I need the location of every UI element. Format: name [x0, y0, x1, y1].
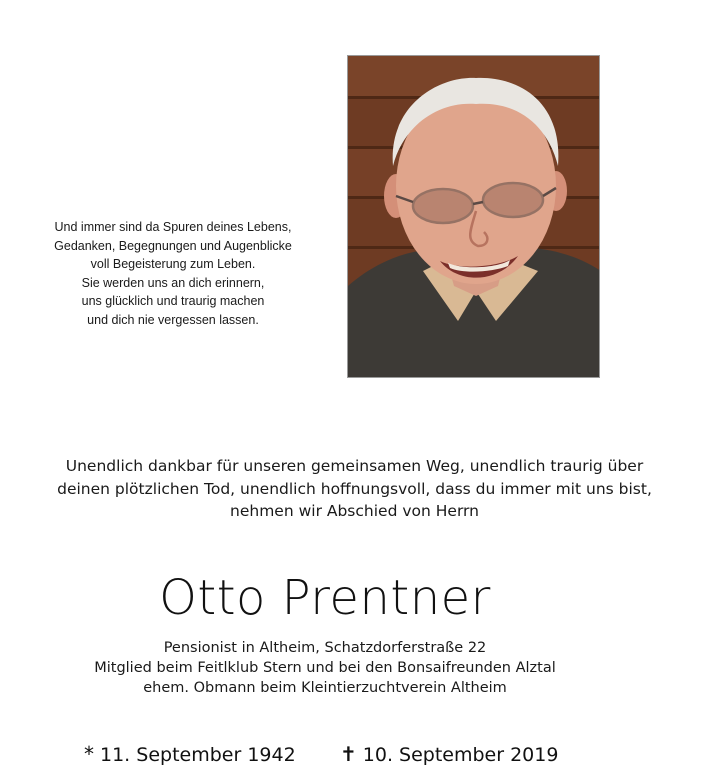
farewell-text — [0, 455, 709, 523]
poem-line: Gedanken, Begegnungen und Augenblicke — [54, 238, 292, 253]
portrait-illustration — [348, 56, 600, 378]
poem-line: und dich nie vergessen lassen. — [87, 312, 259, 327]
birth-date — [84, 742, 296, 766]
poem-verse — [18, 218, 328, 329]
deceased-name: Otto Prentner — [159, 570, 491, 626]
death-date-text: 10. September 2019 — [362, 744, 559, 766]
life-dates — [0, 738, 709, 772]
portrait-photo — [347, 55, 600, 378]
poem-line: Sie werden uns an dich erinnern, — [81, 275, 265, 290]
poem-line: voll Begeisterung zum Leben. — [90, 257, 256, 271]
farewell-line: deinen plötzlichen Tod, unendlich hoffnungsvoll, dass du immer mit uns bist, — [57, 479, 652, 498]
birth-star-icon: * — [84, 742, 94, 766]
farewell-line: nehmen wir Abschied von Herrn — [230, 502, 479, 520]
poem-line: Und immer sind da Spuren deines Lebens, — [54, 220, 292, 234]
deceased-details — [0, 638, 650, 698]
poem-line: uns glücklich und traurig machen — [81, 294, 265, 308]
detail-line: Mitglied beim Feitlklub Stern und bei den Bonsaifreunden Alztal — [94, 660, 556, 676]
farewell-line: Unendlich dankbar für unseren gemeinsamen Weg, unendlich traurig über — [65, 457, 644, 475]
death-cross-icon: ✝ — [340, 742, 357, 766]
detail-line: ehem. Obmann beim Kleintierzuchtverein Altheim — [143, 680, 507, 696]
death-date — [340, 742, 558, 766]
birth-date-text: 11. September 1942 — [100, 744, 296, 766]
detail-line: Pensionist in Altheim, Schatzdorferstraße 22 — [163, 640, 487, 656]
